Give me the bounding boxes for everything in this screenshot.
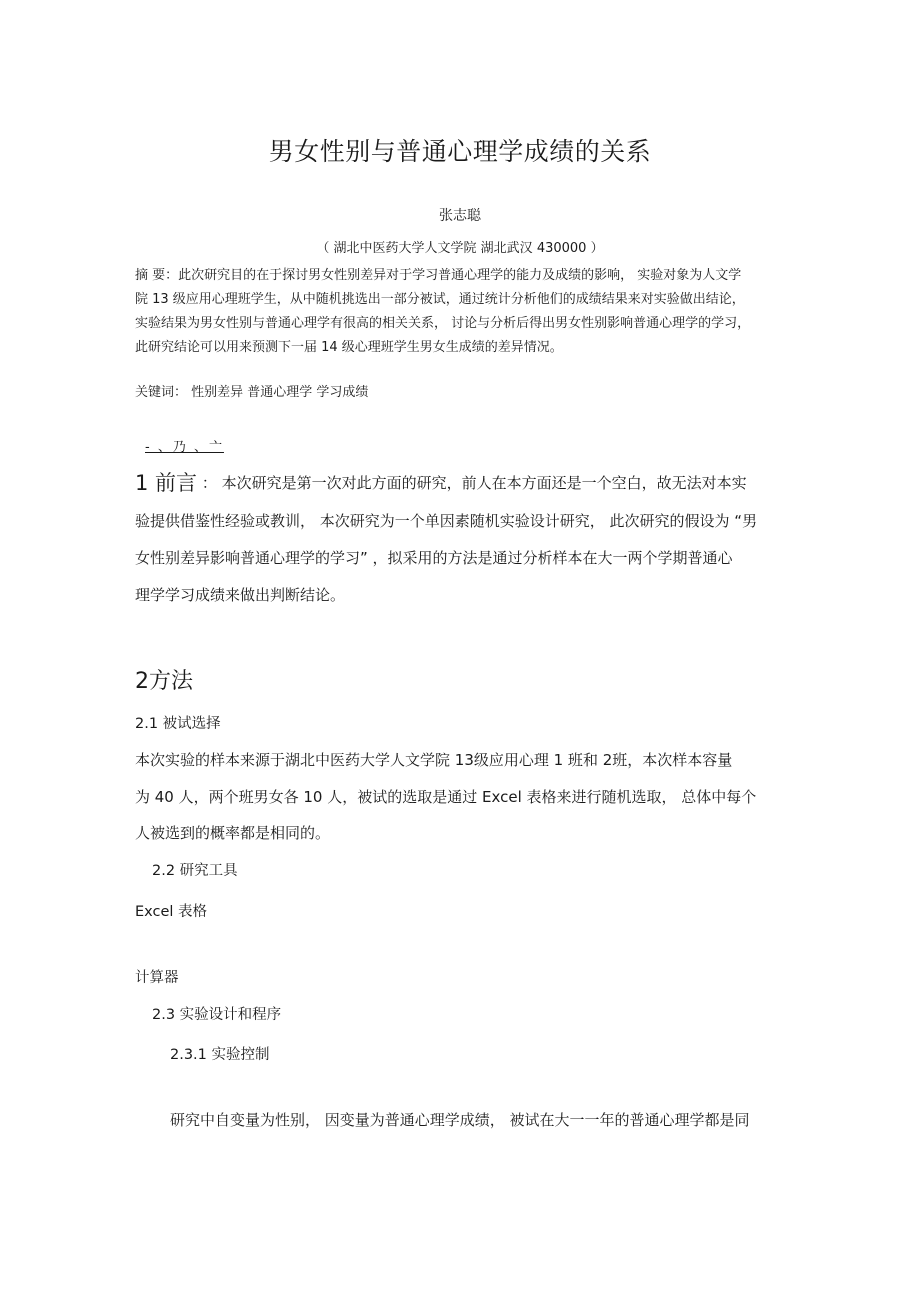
tool-item: 计算器	[135, 970, 179, 986]
scan-artifact-text: - 、乃 、亠	[145, 440, 224, 455]
subsection-2-2-heading: 2.2 研究工具	[152, 863, 238, 879]
abstract-line: 实验结果为男女性别与普通心理学有很高的相关关系， 讨论与分析后得出男女性别影响普通心理学的学习，	[135, 316, 751, 331]
section2-heading: 2方法	[135, 669, 193, 694]
abstract-line: 院 13 级应用心理班学生，从中随机挑选出一部分被试，通过统计分析他们的成绩结果来对实验做出结论，	[135, 292, 745, 307]
author-affiliation: （ 湖北中医药大学人文学院 湖北武汉 430000 ）	[316, 241, 604, 256]
section1-first-line	[135, 467, 747, 497]
subsection-2-3-heading: 2.3 实验设计和程序	[152, 1007, 282, 1023]
abstract-line: 摘 要：此次研究目的在于探讨男女性别差异对于学习普通心理学的能力及成绩的影响， 实验对象为人文学	[135, 268, 742, 283]
section1-first-line-text: ： 本次研究是第一次对此方面的研究，前人在本方面还是一个空白，故无法对本实	[197, 474, 747, 492]
abstract-line: 此研究结论可以用来预测下一届 14 级心理班学生男女生成绩的差异情况。	[135, 340, 563, 355]
subsection-2-1-heading: 2.1 被试选择	[135, 716, 221, 732]
tool-item: Excel 表格	[135, 904, 208, 920]
subsection-2-3-1-heading: 2.3.1 实验控制	[170, 1047, 270, 1063]
section1-heading: 1 前言	[135, 471, 198, 495]
paper-title: 男女性别与普通心理学成绩的关系	[268, 137, 652, 166]
body-line: 本次实验的样本来源于湖北中医药大学人文学院 13级应用心理 1 班和 2班，本次样本容量	[135, 751, 733, 769]
body-line: 理学学习成绩来做出判断结论。	[135, 586, 346, 604]
author-name: 张志聪	[439, 208, 481, 224]
body-line: 为 40 人，两个班男女各 10 人，被试的选取是通过 Excel 表格来进行随机选取， 总体中每个	[135, 788, 757, 806]
body-line: 人被选到的概率都是相同的。	[135, 824, 331, 842]
keywords: 关键词： 性别差异 普通心理学 学习成绩	[135, 385, 369, 400]
body-line: 验提供借鉴性经验或教训， 本次研究为一个单因素随机实验设计研究， 此次研究的假设为 “男	[135, 512, 758, 530]
body-line: 研究中自变量为性别， 因变量为普通心理学成绩， 被试在大一一年的普通心理学都是同	[170, 1111, 750, 1129]
body-line: 女性别差异影响普通心理学的学习” ，拟采用的方法是通过分析样本在大一两个学期普通心	[135, 549, 733, 567]
